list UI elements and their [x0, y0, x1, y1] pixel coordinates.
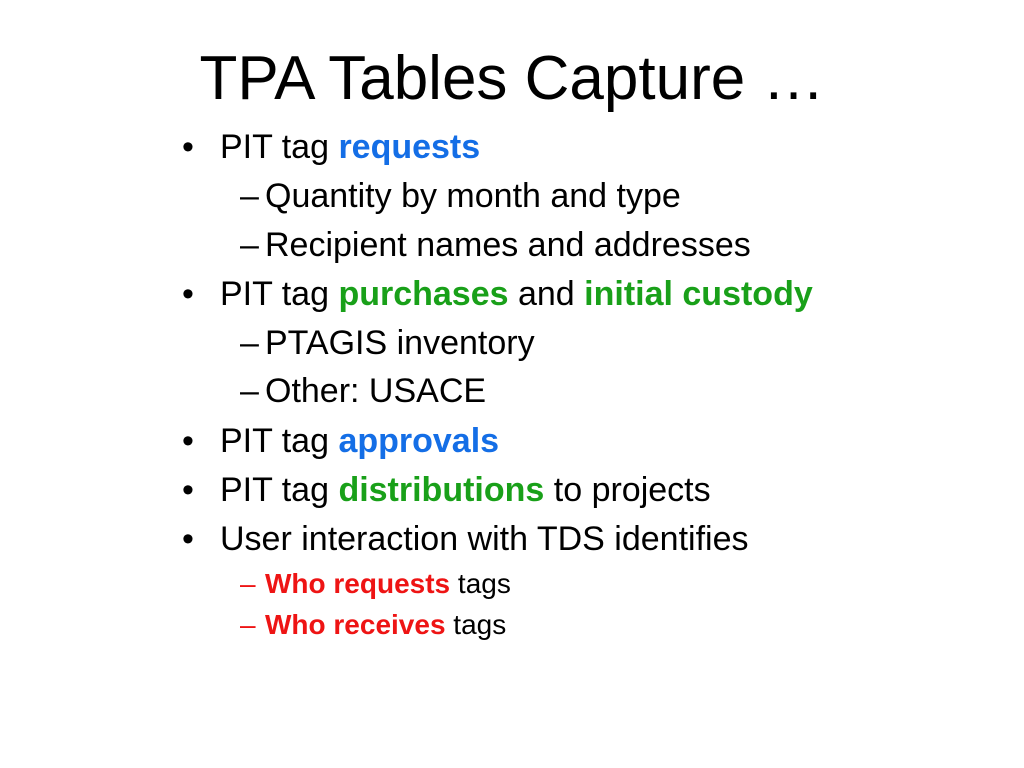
emphasis-who-requests: Who requests: [265, 568, 451, 599]
text-run: PIT tag: [220, 128, 339, 166]
text-run: PIT tag: [220, 471, 339, 509]
bullet-text: [220, 470, 711, 510]
dash-marker: –: [240, 372, 259, 410]
sub-bullet-text: PTAGIS inventory: [265, 324, 535, 362]
sub-bullet-recipient-names: [0, 225, 1024, 265]
text-run: and: [508, 275, 585, 313]
bullet-marker: •: [182, 471, 194, 509]
bullet-text: User interaction with TDS identifies: [220, 520, 749, 558]
text-run: PIT tag: [220, 275, 339, 313]
sub-bullet-text: Recipient names and addresses: [265, 226, 751, 264]
sub-sub-bullet-text: [265, 567, 511, 601]
emphasis-approvals: approvals: [338, 422, 500, 460]
dash-marker: –: [240, 568, 256, 599]
sub-sub-bullet-who-receives: [0, 608, 1024, 642]
slide-title: TPA Tables Capture …: [199, 44, 825, 113]
bullet-marker: •: [182, 520, 194, 558]
bullet-text: [220, 274, 813, 314]
bullet-text: [220, 421, 499, 461]
bullet-pit-tag-approvals: [0, 421, 1024, 461]
bullet-pit-tag-purchases: [0, 274, 1024, 314]
emphasis-initial-custody: initial custody: [584, 275, 813, 313]
dash-marker: –: [240, 226, 259, 264]
emphasis-distributions: distributions: [338, 471, 545, 509]
sub-sub-bullet-text: [265, 608, 506, 642]
dash-marker: –: [240, 324, 259, 362]
dash-marker: –: [240, 609, 256, 640]
sub-bullet-ptagis-inventory: [0, 323, 1024, 363]
emphasis-who-receives: Who receives: [265, 609, 446, 640]
text-run: tags: [450, 568, 511, 599]
emphasis-requests: requests: [338, 128, 481, 166]
sub-bullet-other-usace: [0, 371, 1024, 411]
text-run: to projects: [544, 471, 711, 509]
bullet-marker: •: [182, 275, 194, 313]
emphasis-purchases: purchases: [338, 275, 509, 313]
text-run: tags: [445, 609, 507, 640]
sub-bullet-text: Other: USACE: [265, 372, 487, 410]
sub-sub-bullet-who-requests: [0, 567, 1024, 601]
dash-marker: –: [240, 177, 259, 215]
bullet-marker: •: [182, 422, 194, 460]
sub-bullet-text: Quantity by month and type: [265, 177, 681, 215]
bullet-pit-tag-requests: [0, 127, 1024, 167]
text-run: PIT tag: [220, 422, 339, 460]
bullet-user-interaction: [0, 519, 1024, 559]
bullet-marker: •: [182, 128, 194, 166]
bullet-text: [220, 127, 480, 167]
bullet-pit-tag-distributions: [0, 470, 1024, 510]
sub-bullet-quantity-by-month: [0, 176, 1024, 216]
